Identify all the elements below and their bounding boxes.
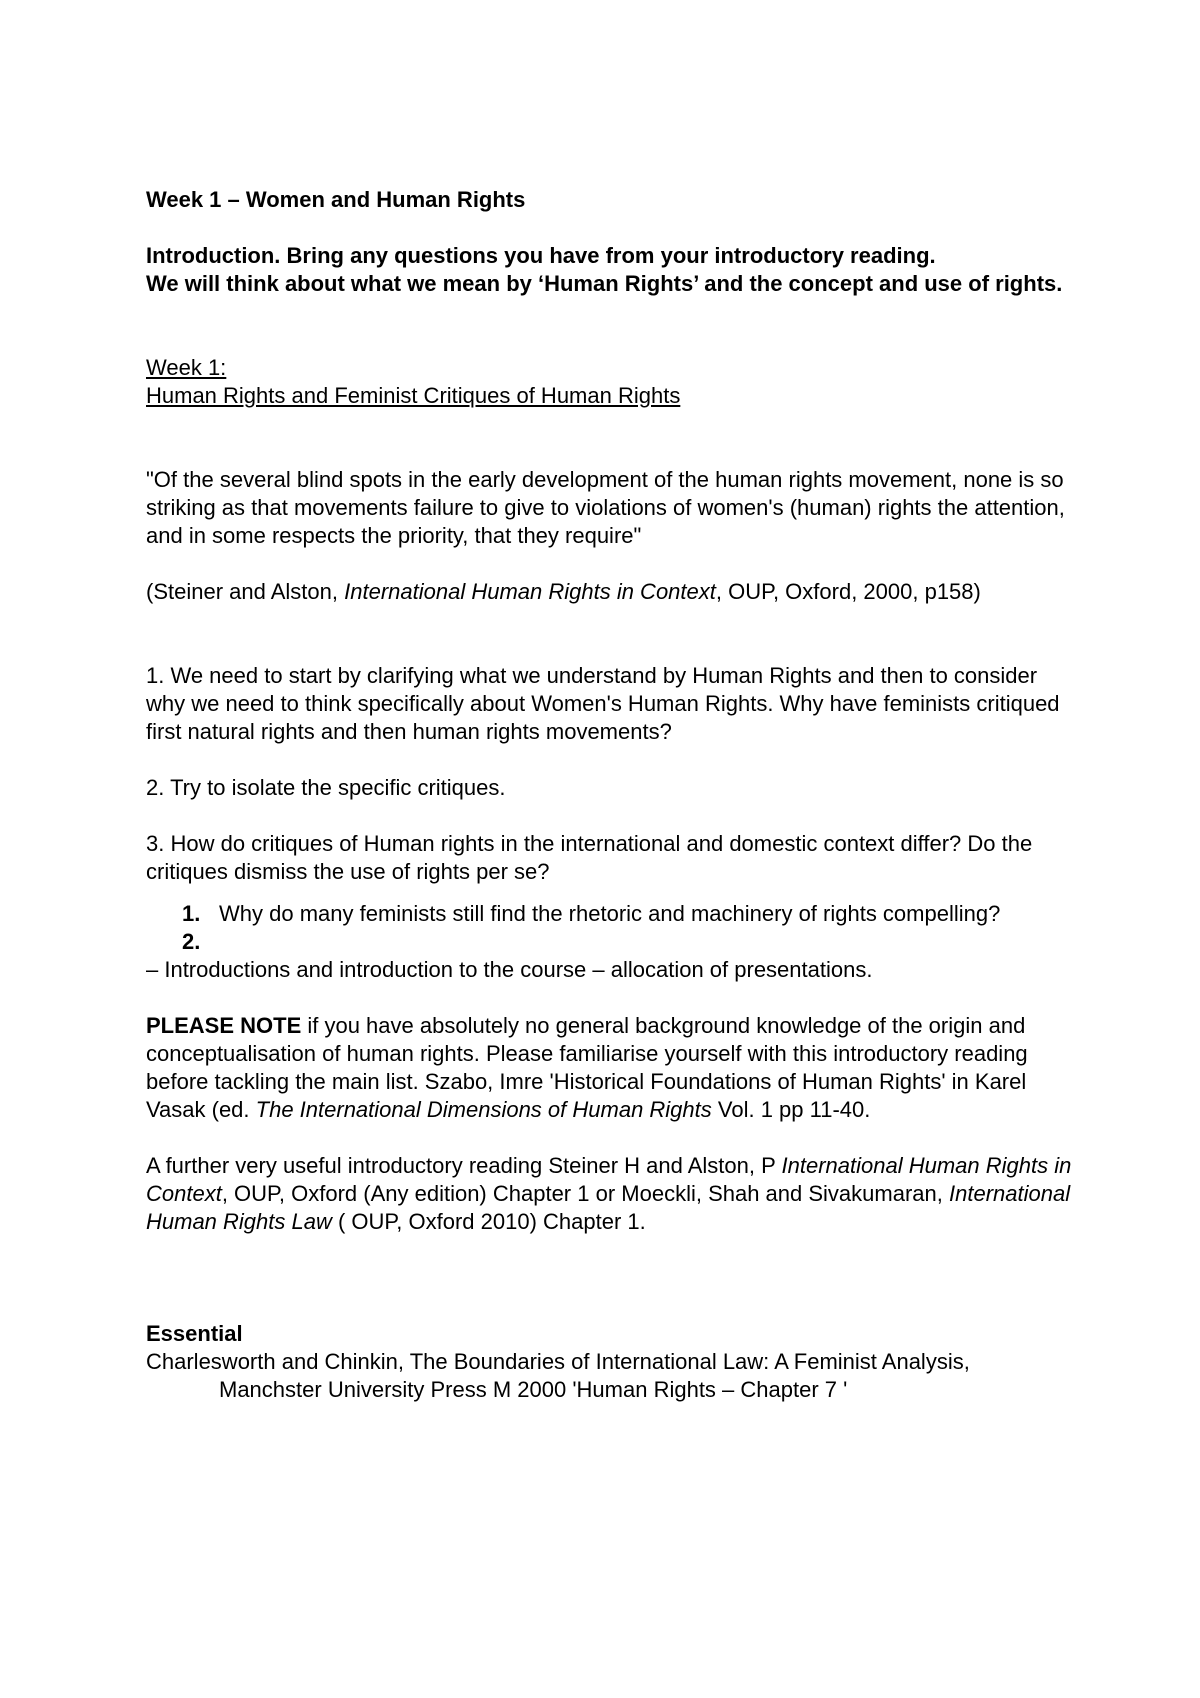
note-text-1: if you have absolutely no general background knowledge of the origin and conceptualisation of human rights. Please familiarise yourself with this introductory reading before tackling the main list. Szabo, Imre 'Historical Foundations of Human Rights' in Karel Vasak (ed. <box>146 1013 1028 1122</box>
list-item-text: Why do many feminists still find the rhetoric and machinery of rights compelling? <box>219 901 1001 926</box>
list-item <box>146 900 1076 928</box>
citation-suffix: , OUP, Oxford, 2000, p158) <box>715 579 981 604</box>
essential-reference: Charlesworth and Chinkin, The Boundaries of International Law: A Feminist Analysis, Manchster University Press M 2000 'Human Rights – Chapter 7 ' <box>146 1349 970 1402</box>
note-book-title: The International Dimensions of Human Rights <box>255 1097 712 1122</box>
list-item-number: 1. <box>182 901 201 926</box>
question-3: 3. How do critiques of Human rights in the international and domestic context differ? Do the critiques dismiss the use of rights per se? <box>146 831 1033 884</box>
citation <box>146 578 1076 606</box>
further-reading-paragraph <box>146 1152 1076 1236</box>
page-title: Week 1 – Women and Human Rights <box>146 187 526 212</box>
citation-title: International Human Rights in Context <box>344 579 716 604</box>
intro-paragraph <box>146 242 1076 298</box>
intro-line-1: Introduction. Bring any questions you have from your introductory reading. <box>146 243 936 268</box>
list-item-number: 2. <box>182 929 201 954</box>
list-item <box>146 928 1076 956</box>
quote-paragraph: "Of the several blind spots in the early development of the human rights movement, none is so striking as that movements failure to give to violations of women's (human) rights the attention, and in some respects the priority, that they require" <box>146 467 1065 548</box>
further-text-3: ( OUP, Oxford 2010) Chapter 1. <box>331 1209 646 1234</box>
list-item-text <box>219 929 225 954</box>
please-note-label: PLEASE NOTE <box>146 1013 302 1038</box>
question-2: 2. Try to isolate the specific critiques. <box>146 775 506 800</box>
further-book-1: International Human Rights in Context <box>146 1153 1072 1206</box>
document-page <box>146 186 1076 1404</box>
further-text-1: A further very useful introductory reading Steiner H and Alston, P <box>146 1153 782 1178</box>
further-text-2: , OUP, Oxford (Any edition) Chapter 1 or Moeckli, Shah and Sivakumaran, <box>221 1181 949 1206</box>
week-label: Week 1: <box>146 355 227 380</box>
citation-prefix: (Steiner and Alston, <box>146 579 345 604</box>
reading-section-heading <box>146 354 1076 410</box>
question-1: 1. We need to start by clarifying what we understand by Human Rights and then to consider why we need to think specifically about Women's Human Rights. Why have feminists critiqued first natural rights and then human rights movements? <box>146 663 1060 744</box>
please-note-paragraph <box>146 1012 1076 1124</box>
note-text-2: Vol. 1 pp 11-40. <box>711 1097 871 1122</box>
essential-heading: Essential <box>146 1321 243 1346</box>
sub-question-list <box>146 900 1076 956</box>
further-book-2: International Human Rights Law <box>146 1181 1071 1234</box>
reading-title: Human Rights and Feminist Critiques of Human Rights <box>146 383 681 408</box>
introductions-line: – Introductions and introduction to the course – allocation of presentations. <box>146 957 873 982</box>
intro-line-2: We will think about what we mean by ‘Human Rights’ and the concept and use of rights. <box>146 271 1063 296</box>
